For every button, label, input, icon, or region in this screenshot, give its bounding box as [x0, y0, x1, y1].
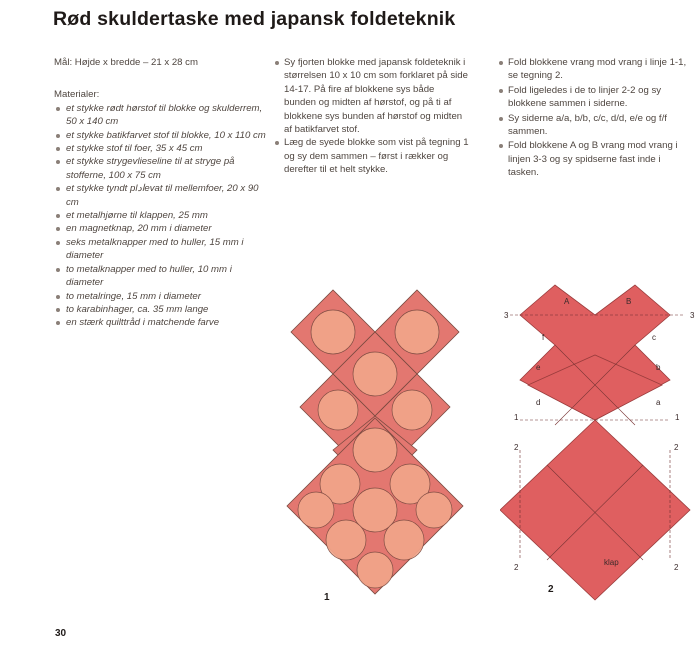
materials-item: to metalknapper med to huller, 10 mm i diameter	[54, 263, 269, 290]
materials-item: en magnetknap, 20 mm i diameter	[54, 222, 269, 235]
materials-item: et stykke strygevlieseline til at stryge på stofferne, 100 x 75 cm	[54, 155, 269, 182]
figure-1-shape	[287, 290, 463, 594]
figure-2-block-a: A	[564, 297, 570, 306]
materials-item: seks metalknapper med to huller, 15 mm i diameter	[54, 236, 269, 263]
instruction-step: Fold blokkene vrang mod vrang i linje 1-1, se tegning 2.	[498, 56, 693, 83]
figure-1-block-layout	[258, 270, 473, 610]
page-number: 30	[55, 628, 67, 639]
figure-2-letter-b: b	[656, 363, 661, 372]
instruction-step: Fold blokkene A og B vrang mod vrang i linjen 3-3 og sy spidserne fast inde i tasken.	[498, 139, 693, 179]
instruction-step: Sy siderne a/a, b/b, c/c, d/d, e/e og f/f sammen.	[498, 112, 693, 139]
materials-column	[54, 56, 269, 330]
figure-2-fold-diagram	[500, 270, 700, 610]
materials-item: et stykke stof til foer, 35 x 45 cm	[54, 142, 269, 155]
materials-item: et stykke batikfarvet stof til blokke, 10 x 110 cm	[54, 129, 269, 142]
instructions-column-2	[498, 56, 693, 181]
materials-item: et metalhjørne til klappen, 25 mm	[54, 209, 269, 222]
figure-2-letter-d: d	[536, 398, 541, 407]
page-title: Rød skuldertaske med japansk foldeteknik	[53, 8, 456, 30]
figure-2-line-2-bottom-left: 2	[514, 563, 519, 572]
figure-2-label: 2	[548, 584, 554, 595]
materials-item: to karabinhager, ca. 35 mm lange	[54, 303, 269, 316]
instructions-column-1	[274, 56, 469, 177]
figure-2-flap-label: klap	[604, 558, 619, 567]
figure-2-letter-a: a	[656, 398, 661, 407]
figure-2-line-2-top-left: 2	[514, 443, 519, 452]
figure-2-letter-e: e	[536, 363, 541, 372]
instructions-list-1	[274, 56, 469, 177]
figure-2-letter-c-top: c	[652, 333, 656, 342]
figure-2-line-1-left: 1	[514, 413, 519, 422]
instruction-step: Sy fjorten blokke med japansk foldeteknik i størrelsen 10 x 10 cm som forklaret på side 14-17. På fire af blokkene sys både bunden og midten af hørstof, og på ti af blokkene sys bunden af hørstof og midten af batikfarvet stof.	[274, 56, 469, 136]
figure-2-block-b: B	[626, 297, 632, 306]
materials-heading: Materialer:	[54, 89, 100, 101]
materials-item: en stærk quilttråd i matchende farve	[54, 316, 269, 329]
instructions-list-2	[498, 56, 693, 180]
instruction-step: Fold ligeledes i de to linjer 2-2 og sy blokkene sammen i siderne.	[498, 84, 693, 111]
materials-item: et stykke rødt hørstof til blokke og skulderrem, 50 x 140 cm	[54, 102, 269, 129]
materials-item: to metalringe, 15 mm i diameter	[54, 290, 269, 303]
figure-1-label: 1	[324, 592, 330, 603]
figure-2-line-2-top-right: 2	[674, 443, 679, 452]
figure-2-line-2-bottom-right: 2	[674, 563, 679, 572]
figure-2-line-3-left: 3	[504, 311, 509, 320]
figure-2-letter-f-top: f	[542, 333, 545, 342]
materials-item: et stykke tyndt plادevat til mellemfoer, 20 x 90 cm	[54, 182, 269, 209]
figure-2-shape	[500, 285, 690, 600]
dimensions-text: Mål: Højde x bredde – 21 x 28 cm	[54, 57, 198, 68]
figure-2-line-1-right: 1	[675, 413, 680, 422]
instruction-step: Læg de syede blokke som vist på tegning 1 og sy dem sammen – først i rækker og derefter til et helt stykke.	[274, 136, 469, 176]
materials-list	[54, 102, 269, 330]
figure-2-line-3-right: 3	[690, 311, 695, 320]
